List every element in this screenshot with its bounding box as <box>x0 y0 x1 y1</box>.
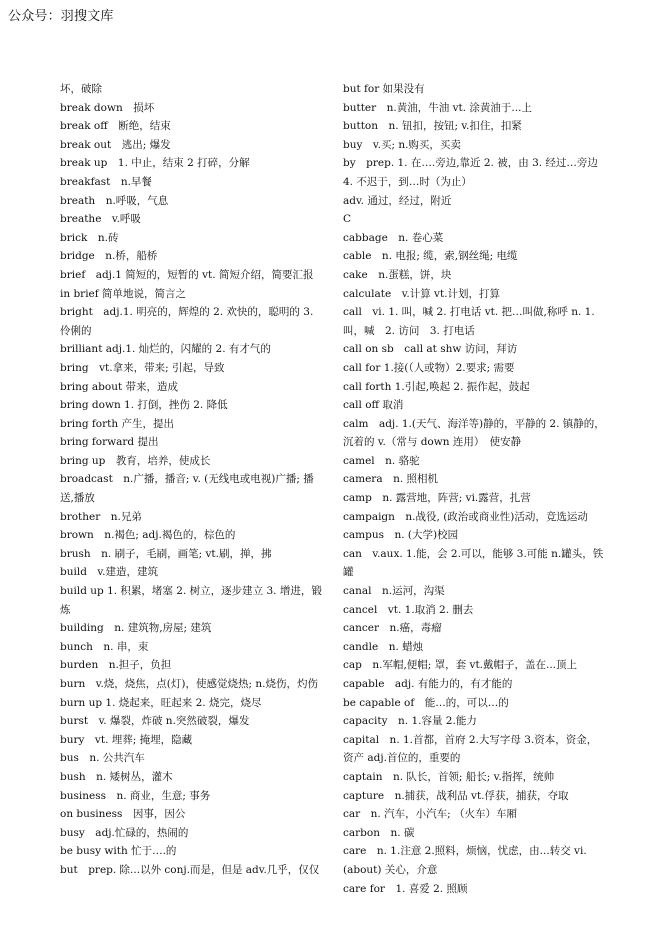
vocab-entry: broadcast n.广播，播音; v. (无线电或电视)广播; 播送,播放 <box>60 473 314 505</box>
vocab-entry: care n. 1.注意 2.照料，烦恼，忧虑，由...转交 vi.(about) 关心，介意 <box>343 845 587 876</box>
vocab-entry: build v.建造，建筑 <box>60 566 158 579</box>
vocab-entry: bring vt.拿来，带来; 引起，导致 <box>60 361 225 374</box>
vocab-entry: cancel vt. 1.取消 2. 删去 <box>343 603 474 616</box>
vocab-entry: bring about 带来，造成 <box>60 380 179 393</box>
vocab-entry: brown n.褐色; adj.褐色的，棕色的 <box>60 529 236 542</box>
vocab-entry: busy adj.忙碌的，热闹的 <box>60 826 189 839</box>
vocab-entry: campus n. (大学)校园 <box>343 529 459 542</box>
vocab-entry: in brief 简单地说，简言之 <box>60 287 186 300</box>
vocab-entry: burn v.烧，烧焦，点(灯)，使感觉烧热; n.烧伤，灼伤 <box>60 678 318 690</box>
vocab-entry: break off 断绝，结束 <box>60 120 171 133</box>
vocab-entry: camel n. 骆驼 <box>343 454 420 467</box>
vocab-entry: buy v.买; n.购买，买卖 <box>343 138 461 151</box>
vocab-entry: capable adj. 有能力的，有才能的 <box>343 678 513 690</box>
vocab-entry: campaign n.战役, (政治或商业性)活动，竞选运动 <box>343 510 588 523</box>
vocab-entry: burn up 1. 烧起来，旺起来 2. 烧完，烧尽 <box>60 696 262 709</box>
vocab-entry: by prep. 1. 在….旁边,靠近 2. 被，由 3. 经过…旁边 4. 不迟于，到…时（为止） <box>343 157 598 188</box>
left-column <box>60 80 322 880</box>
vocab-entry: capture n.捕获，战利品 vt.俘获，捕获，夺取 <box>343 789 569 802</box>
vocab-entry: brilliant adj.1. 灿烂的，闪耀的 2. 有才气的 <box>60 343 271 356</box>
vocab-entry: on business 因事，因公 <box>60 808 186 821</box>
vocab-entry: captain n. 队长，首领; 船长; v.指挥，统帅 <box>343 770 555 783</box>
vocab-entry: brush n. 刷子，毛刷，画笔; vt.刷，掸，拂 <box>60 547 272 560</box>
vocab-entry: bring up 教育，培养，使成长 <box>60 454 211 467</box>
vocab-entry: be capable of 能…的，可以…的 <box>343 696 509 709</box>
vocab-entry: camp n. 露营地，阵营; vi.露营，扎营 <box>343 492 531 505</box>
vocab-entry: call vi. 1. 叫，喊 2. 打电话 vt. 把…叫做,称呼 n. 1. 叫，喊 2. 访问 3. 打电话 <box>343 306 595 337</box>
vocab-entry: cable n. 电报; 缆，索,钢丝绳; 电缆 <box>343 250 518 263</box>
vocab-entry: but for 如果没有 <box>343 83 425 95</box>
vocab-entry: bright adj.1. 明亮的，辉煌的 2. 欢快的，聪明的 3. 伶俐的 <box>60 306 314 337</box>
vocab-entry: brief adj.1 简短的，短暂的 vt. 简短介绍，简要汇报 <box>60 268 314 281</box>
vocab-entry: bunch n. 串，束 <box>60 640 149 653</box>
vocab-entry: bring forth 产生，提出 <box>60 417 174 430</box>
vocab-entry: adv. 通过，经过，附近 <box>343 194 452 207</box>
vocab-entry: call for 1.接(（人或物）2.要求; 需要 <box>343 361 515 374</box>
vocab-entry: break down 损坏 <box>60 101 155 114</box>
vocab-entry: calculate v.计算 vt.计划，打算 <box>343 287 501 300</box>
vocab-entry: building n. 建筑物,房屋; 建筑 <box>60 622 212 635</box>
vocab-entry: burst v. 爆裂，炸破 n.突然破裂，爆发 <box>60 715 250 728</box>
vocab-entry: build up 1. 积累，堵塞 2. 树立，逐步建立 3. 增进，锻炼 <box>60 585 322 616</box>
right-column <box>343 80 605 898</box>
vocab-entry: carbon n. 碳 <box>343 826 415 839</box>
vocab-entry: bury vt. 埋葬; 掩埋，隐藏 <box>60 733 193 746</box>
vocab-entry: breathe v.呼吸 <box>60 213 141 226</box>
vocab-entry: cabbage n. 卷心菜 <box>343 231 444 244</box>
vocab-entry: but prep. 除...以外 conj.而是，但是 adv.几乎，仅仅 <box>60 863 320 876</box>
vocab-entry: call off 取消 <box>343 399 404 412</box>
vocab-entry: calm adj. 1.(天气、海洋等)静的，平静的 2. 镇静的，沉着的 v.（常与 down 连用） 使安静 <box>343 417 605 449</box>
vocab-entry: bridge n.桥，船桥 <box>60 250 158 263</box>
vocab-entry: call on sb call at shw 访问，拜访 <box>343 343 518 356</box>
vocab-entry: car n. 汽车，小汽车; （火车）车厢 <box>343 808 517 821</box>
vocab-entry: bring forward 提出 <box>60 436 159 449</box>
section-letter: C <box>343 213 352 226</box>
watermark-text: 公众号：羽搜文库 <box>8 9 114 24</box>
vocab-entry: breakfast n.早餐 <box>60 175 152 188</box>
vocab-entry: call forth 1.引起,唤起 2. 振作起，鼓起 <box>343 380 530 393</box>
vocab-entry: capacity n. 1.容量 2.能力 <box>343 715 477 728</box>
vocab-entry: business n. 商业，生意; 事务 <box>60 789 211 802</box>
vocab-entry: canal n.运河，沟渠 <box>343 585 445 598</box>
vocab-entry: cap n.军帽,便帽; 罩，套 vt.戴帽子，盖在...顶上 <box>343 659 578 672</box>
vocab-entry: can v.aux. 1.能，会 2.可以，能够 3.可能 n.罐头，铁罐 <box>343 547 604 579</box>
vocab-entry: camera n. 照相机 <box>343 473 439 486</box>
vocab-entry: break out 逃出; 爆发 <box>60 138 171 151</box>
vocab-entry: breath n.呼吸，气息 <box>60 194 169 207</box>
vocab-entry: bush n. 矮树丛，灌木 <box>60 770 173 783</box>
vocab-entry: cancer n.癌，毒瘤 <box>343 622 442 635</box>
vocab-entry: 坏，破除 <box>60 83 102 95</box>
vocab-entry: be busy with 忙于….的 <box>60 845 177 858</box>
vocab-entry: capital n. 1.首都，首府 2.大写字母 3.资本，资金，资产 adj.首位的，重要的 <box>343 733 598 765</box>
vocab-entry: button n. 钮扣，按钮; v.扣住，扣紧 <box>343 120 522 133</box>
vocab-entry: burden n.担子，负担 <box>60 659 172 672</box>
vocab-entry: butter n.黄油，牛油 vt. 涂黄油于...上 <box>343 101 532 114</box>
vocab-entry: break up 1. 中止，结束 2 打碎，分解 <box>60 157 250 170</box>
vocab-entry: candle n. 蜡烛 <box>343 640 424 653</box>
vocab-entry: cake n.蛋糕，饼，块 <box>343 268 452 281</box>
vocab-entry: brother n.兄弟 <box>60 510 142 523</box>
vocab-entry: bus n. 公共汽车 <box>60 752 145 765</box>
vocab-entry: brick n.砖 <box>60 231 119 244</box>
vocab-entry: care for 1. 喜爱 2. 照顾 <box>343 882 468 895</box>
vocab-entry: bring down 1. 打倒，挫伤 2. 降低 <box>60 399 228 412</box>
